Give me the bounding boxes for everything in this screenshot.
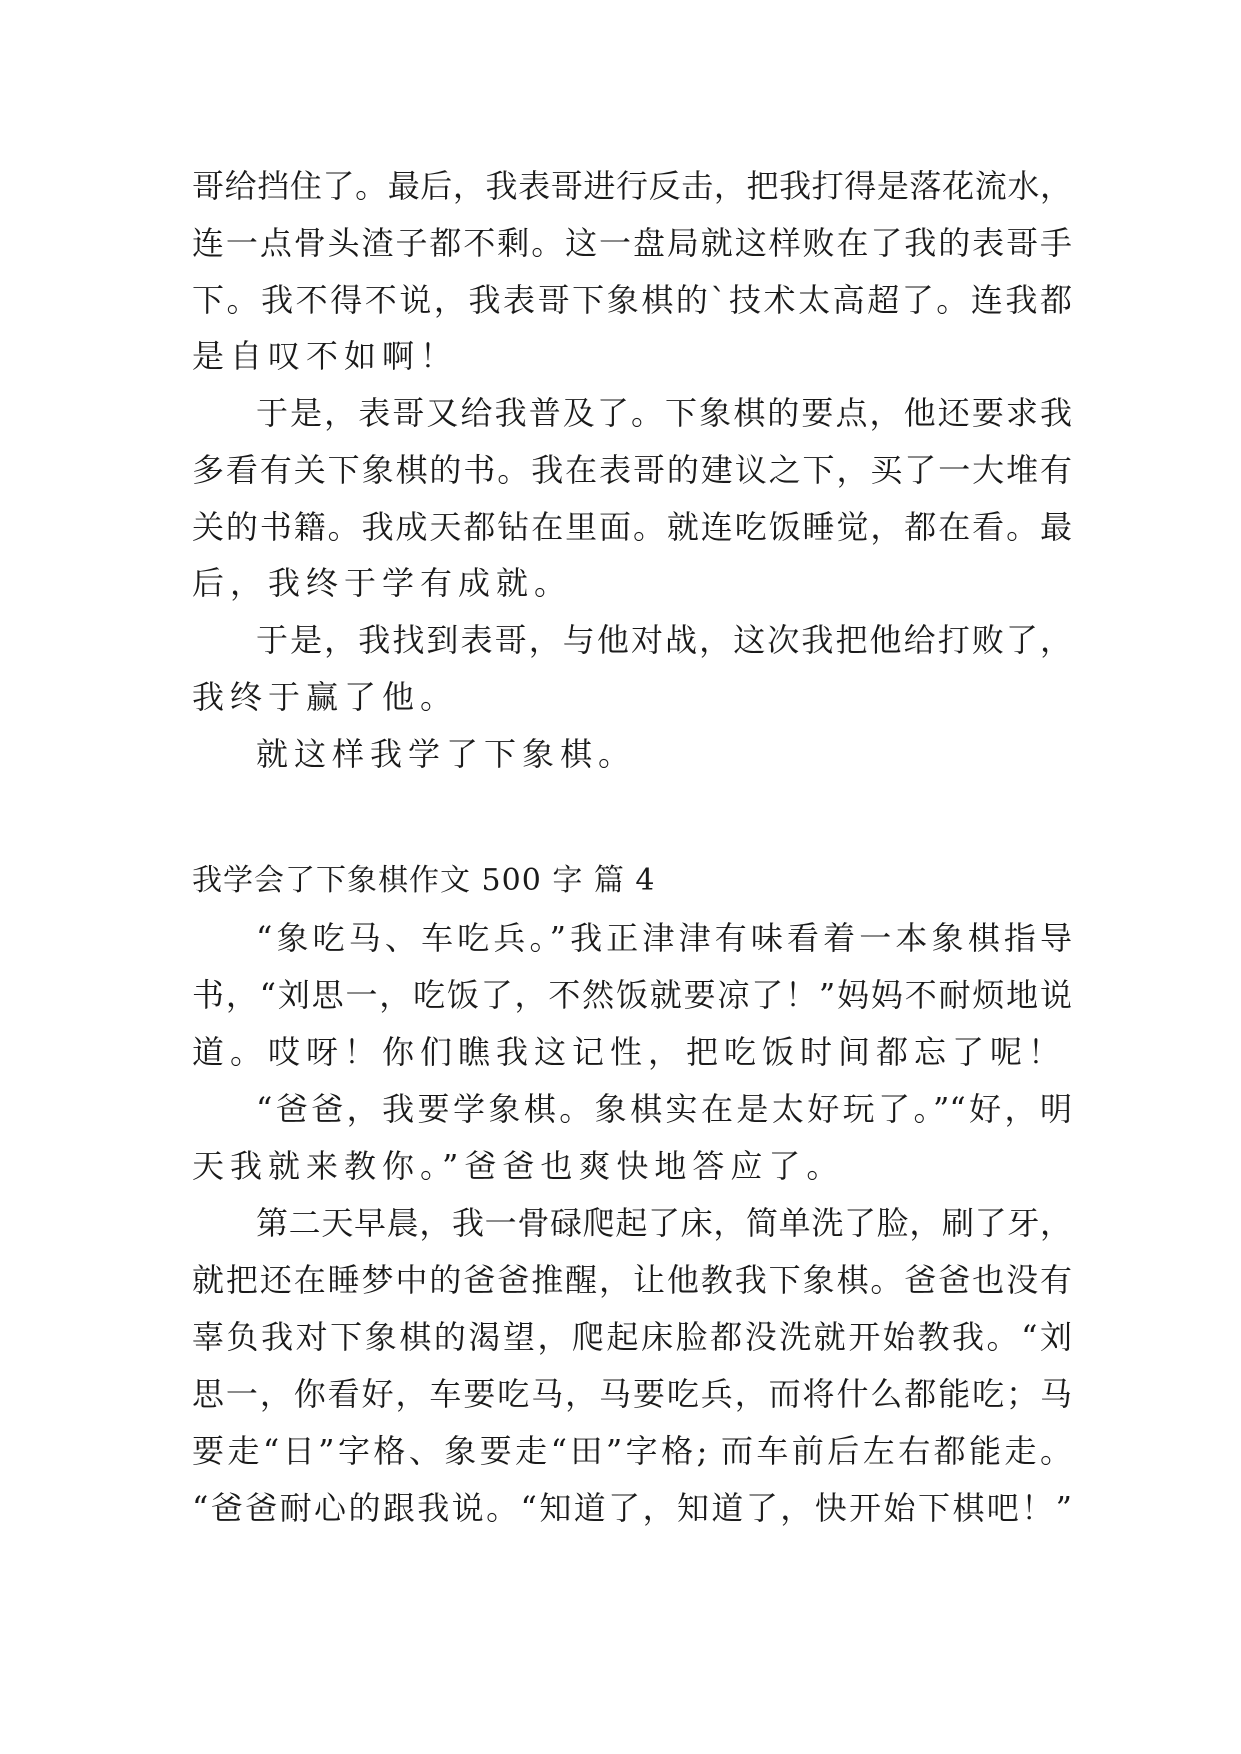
paragraph-line: 书，“刘思一，吃饭了，不然饭就要凉了！”妈妈不耐烦地说 xyxy=(192,976,1072,1014)
paragraph-line: “爸爸耐心的跟我说。“知道了，知道了，快开始下棋吧！” xyxy=(192,1489,1072,1527)
paragraph-line: “象吃马、车吃兵。”我正津津有味看着一本象棋指导 xyxy=(256,919,1072,957)
paragraph-line: 要走“日”字格、象要走“田”字格; 而车前后左右都能走。 xyxy=(192,1432,1072,1470)
paragraph-line: 思一，你看好，车要吃马，马要吃兵，而将什么都能吃；马 xyxy=(192,1375,1072,1413)
paragraph-line: 哥给挡住了。最后，我表哥进行反击，把我打得是落花流水， xyxy=(192,167,1072,205)
paragraph-line: “爸爸，我要学象棋。象棋实在是太好玩了。”“好，明 xyxy=(256,1090,1072,1128)
paragraph-line: 道。哎呀！你们瞧我这记性，把吃饭时间都忘了呢！ xyxy=(192,1033,1067,1071)
paragraph-line: 就把还在睡梦中的爸爸推醒，让他教我下象棋。爸爸也没有 xyxy=(192,1261,1072,1299)
section-heading: 我学会了下象棋作文 500 字 篇 4 xyxy=(192,863,656,898)
paragraph-line: 于是，表哥又给我普及了。下象棋的要点，他还要求我 xyxy=(256,394,1072,432)
paragraph-line: 于是，我找到表哥，与他对战，这次我把他给打败了， xyxy=(256,621,1072,659)
paragraph-line: 下。我不得不说，我表哥下象棋的`技术太高超了。连我都 xyxy=(192,281,1072,319)
paragraph-line: 后，我终于学有成就。 xyxy=(192,564,573,602)
paragraph-line: 连一点骨头渣子都不剩。这一盘局就这样败在了我的表哥手 xyxy=(192,224,1072,262)
paragraph-line: 就这样我学了下象棋。 xyxy=(256,735,637,773)
paragraph-line: 辜负我对下象棋的渴望，爬起床脸都没洗就开始教我。“刘 xyxy=(192,1318,1072,1356)
paragraph-line: 多看有关下象棋的书。我在表哥的建议之下，买了一大堆有 xyxy=(192,451,1072,489)
paragraph-line: 天我就来教你。”爸爸也爽快地答应了。 xyxy=(192,1147,845,1185)
paragraph-line: 第二天早晨，我一骨碌爬起了床，简单洗了脸，刷了牙， xyxy=(256,1204,1072,1242)
paragraph-line: 关的书籍。我成天都钻在里面。就连吃饭睡觉，都在看。最 xyxy=(192,508,1072,546)
paragraph-line: 是自叹不如啊！ xyxy=(192,337,459,375)
paragraph-line: 我终于赢了他。 xyxy=(192,678,459,716)
